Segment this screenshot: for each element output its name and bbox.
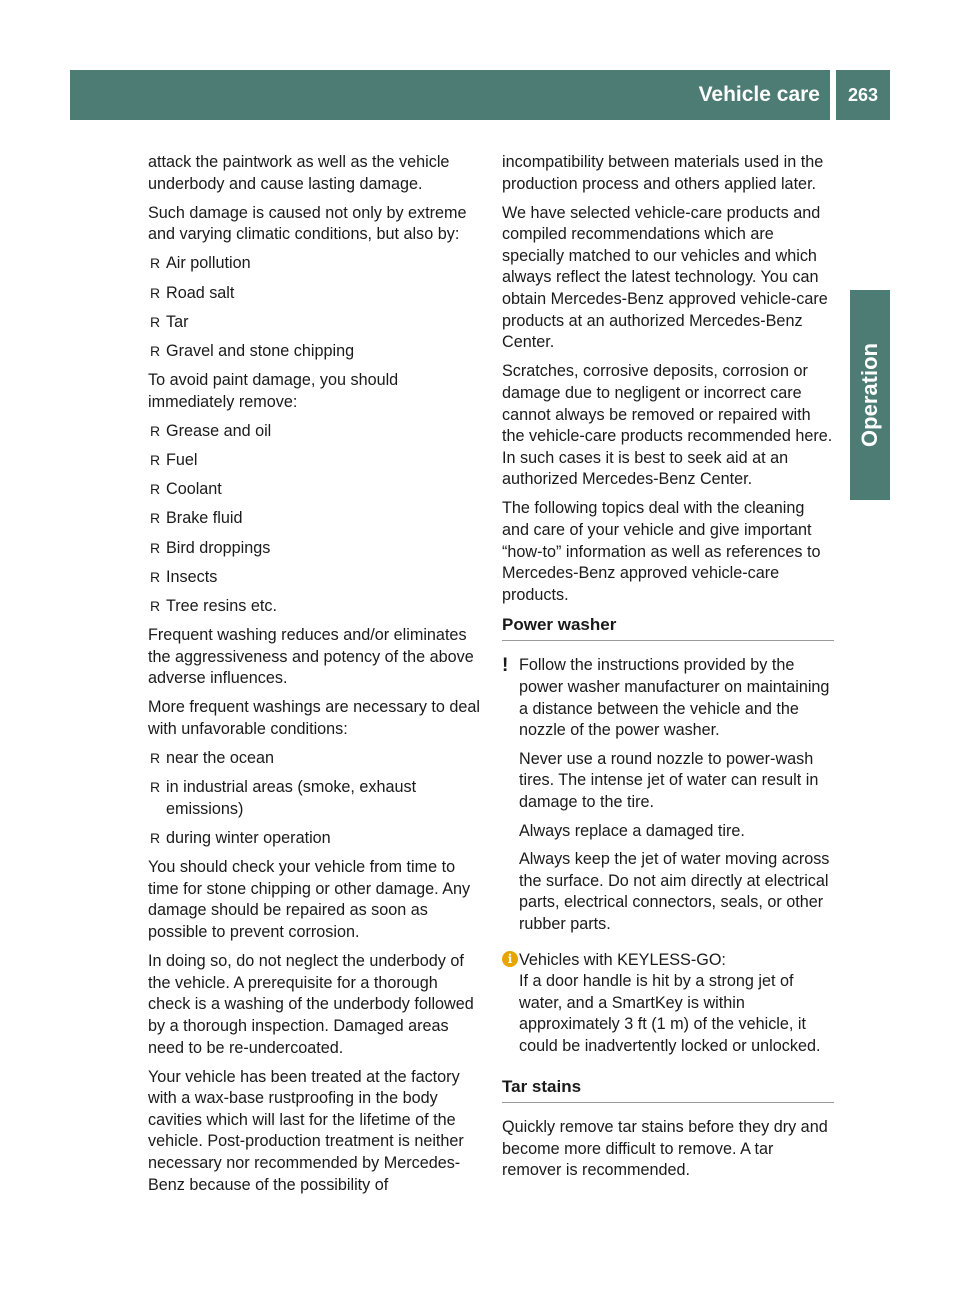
section-heading-tar-stains: Tar stains — [502, 1076, 834, 1104]
warning-text: Always replace a damaged tire. — [519, 821, 745, 840]
paragraph: You should check your vehicle from time to time for stone chipping or other damage. Any damage should be repaired as soon as possible to prevent corrosion. — [148, 858, 471, 942]
list-item: R Gravel and stone chipping — [148, 341, 482, 363]
paragraph: In doing so, do not neglect the underbody of the vehicle. A prerequisite for a thorough check is a washing of the underbody followed by a thorough inspection. Damaged areas need to be re-undercoated. — [148, 952, 474, 1057]
warning-text: Never use a round nozzle to power-wash tires. The intense jet of water can result in damage to the tire. — [519, 749, 819, 812]
list-item: R in industrial areas (smoke, exhaust emissions) — [148, 777, 482, 820]
list-item: R Grease and oil — [148, 421, 482, 443]
bullet-list — [148, 253, 482, 362]
paragraph: The following topics deal with the cleaning and care of your vehicle and give important “how-to” information as well as references to Mercedes-Benz approved vehicle-care products. — [502, 499, 821, 604]
paragraph: Scratches, corrosive deposits, corrosion or damage due to negligent or incorrect care cannot always be removed or repaired with the vehicle-care products recommended here. In such cases it is best to seek aid at an authorized Mercedes-Benz Center. — [502, 362, 833, 489]
list-item: R Brake fluid — [148, 508, 482, 530]
paragraph: To avoid paint damage, you should immediately remove: — [148, 371, 399, 411]
page-number: 263 — [836, 70, 890, 120]
info-icon: i — [502, 951, 518, 967]
warning-note — [502, 655, 834, 935]
info-title: Vehicles with KEYLESS-GO: — [519, 950, 726, 969]
header-divider — [831, 70, 834, 120]
list-item: R Bird droppings — [148, 538, 482, 560]
list-item: R near the ocean — [148, 748, 482, 770]
side-tab-label: Operation — [857, 343, 882, 447]
list-item: R Tar — [148, 312, 482, 334]
paragraph: Quickly remove tar stains before they dry and become more difficult to remove. A tar remover is recommended. — [502, 1118, 828, 1180]
list-item: R Fuel — [148, 450, 482, 472]
list-item: R Air pollution — [148, 253, 482, 275]
list-item: R Tree resins etc. — [148, 596, 482, 618]
side-tab — [850, 290, 890, 500]
paragraph: More frequent washings are necessary to deal with unfavorable conditions: — [148, 698, 481, 738]
paragraph: incompatibility between materials used in the production process and others applied later. — [502, 153, 824, 193]
right-column — [502, 152, 834, 1189]
info-note — [502, 950, 834, 1058]
paragraph: We have selected vehicle-care products and compiled recommendations which are specially matched to our vehicles and which always reflect the latest technology. You can obtain Mercedes-Benz approved vehicle-care products at an authorized Mercedes-Benz Center. — [502, 203, 828, 352]
bullet-list — [148, 748, 482, 850]
paragraph: Frequent washing reduces and/or eliminates the aggressiveness and potency of the above adverse influences. — [148, 626, 474, 688]
warning-text: Always keep the jet of water moving across the surface. Do not aim directly at electrical parts, electrical connectors, seals, or other rubber parts. — [519, 850, 830, 933]
paragraph: Such damage is caused not only by extreme and varying climatic conditions, but also by: — [148, 203, 467, 244]
list-item: R Coolant — [148, 479, 482, 501]
paragraph: Your vehicle has been treated at the factory with a wax-base rustproofing in the body cavities which will last for the lifetime of the vehicle. Post-production treatment is neither necessary nor recommended by Mercedes-Benz because of the possibility of — [148, 1067, 464, 1194]
list-item: R Road salt — [148, 283, 482, 305]
list-item: R during winter operation — [148, 828, 482, 850]
info-text: If a door handle is hit by a strong jet of water, and a SmartKey is within approximately 3 ft (1 m) of the vehicle, it could be inadvertently locked or unlocked. — [519, 972, 821, 1055]
section-heading-power-washer: Power washer — [502, 614, 834, 642]
warning-text: Follow the instructions provided by the power washer manufacturer on maintaining a distance between the vehicle and the nozzle of the power washer. — [519, 656, 830, 740]
warning-icon: ! — [502, 655, 509, 677]
paragraph: attack the paintwork as well as the vehicle underbody and cause lasting damage. — [148, 153, 450, 193]
list-item: R Insects — [148, 567, 482, 589]
left-column — [148, 152, 482, 1204]
bullet-list — [148, 421, 482, 618]
section-title: Vehicle care — [698, 83, 820, 106]
